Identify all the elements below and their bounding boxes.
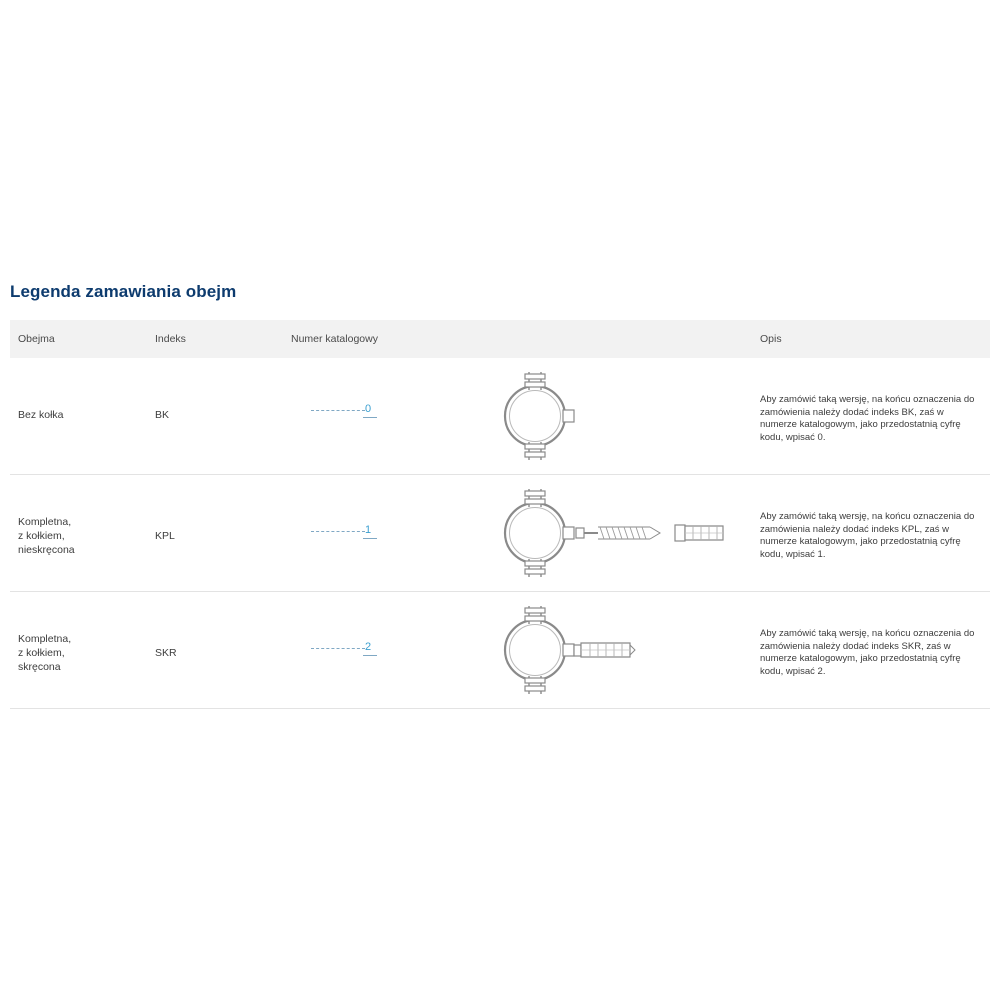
cell-obejma-line: skręcona	[18, 661, 61, 673]
catalog-digit: 1	[365, 524, 372, 536]
cell-obejma-line: nieskręcona	[18, 544, 75, 556]
figure-clamp-only	[480, 364, 750, 468]
table-header-row	[10, 320, 990, 358]
cell-opis: Aby zamówić taką wersję, na końcu oznaczenia do zamówienia należy dodać indeks BK, zaś w numerze katalogowym, jako przedostatnią cyfrę kodu, wpisać 0.	[760, 394, 975, 443]
cell-opis: Aby zamówić taką wersję, na końcu oznaczenia do zamówienia należy dodać indeks KPL, zaś w numerze katalogowym, jako przedostatnią cyfrę kodu, wpisać 1.	[760, 511, 975, 560]
column-header-numer-katalogowy: Numer katalogowy	[291, 333, 378, 345]
catalog-dashes	[311, 648, 365, 649]
cell-opis: Aby zamówić taką wersję, na końcu oznaczenia do zamówienia należy dodać indeks SKR, zaś w numerze katalogowym, jako przedostatnią cyfrę kodu, wpisać 2.	[760, 628, 975, 677]
cell-obejma-line: Kompletna,	[18, 516, 72, 528]
catalog-digit: 2	[365, 641, 372, 653]
cell-indeks: KPL	[155, 530, 175, 542]
cell-indeks: SKR	[155, 647, 177, 659]
column-header-indeks: Indeks	[155, 333, 186, 345]
catalog-digit-underline	[363, 417, 377, 418]
column-header-obejma: Obejma	[18, 333, 55, 345]
table-row	[10, 358, 990, 475]
catalog-dashes	[311, 531, 365, 532]
catalog-digit: 0	[365, 403, 372, 415]
catalog-number-pattern	[291, 640, 401, 656]
cell-obejma	[18, 632, 138, 674]
table-row	[10, 592, 990, 709]
cell-obejma: Bez kołka	[18, 409, 64, 421]
catalog-dashes	[311, 410, 365, 411]
cell-indeks: BK	[155, 409, 170, 421]
cell-obejma	[18, 515, 138, 557]
catalog-number-pattern	[291, 402, 401, 418]
table-row	[10, 475, 990, 592]
catalog-number-pattern	[291, 523, 401, 539]
figure-clamp-with-loose-screw-and-plug	[480, 481, 750, 585]
cell-numer-katalogowy	[291, 523, 471, 539]
cell-obejma-line: z kołkiem,	[18, 530, 65, 542]
cell-numer-katalogowy	[291, 402, 471, 418]
figure-clamp-assembled-with-plug	[480, 598, 750, 702]
cell-numer-katalogowy	[291, 640, 471, 656]
page-title: Legenda zamawiania obejm	[10, 282, 237, 301]
cell-obejma-line: Kompletna,	[18, 633, 72, 645]
cell-obejma-line: z kołkiem,	[18, 647, 65, 659]
catalog-digit-underline	[363, 655, 377, 656]
legend-table	[10, 320, 990, 709]
column-header-opis: Opis	[760, 333, 782, 345]
catalog-digit-underline	[363, 538, 377, 539]
